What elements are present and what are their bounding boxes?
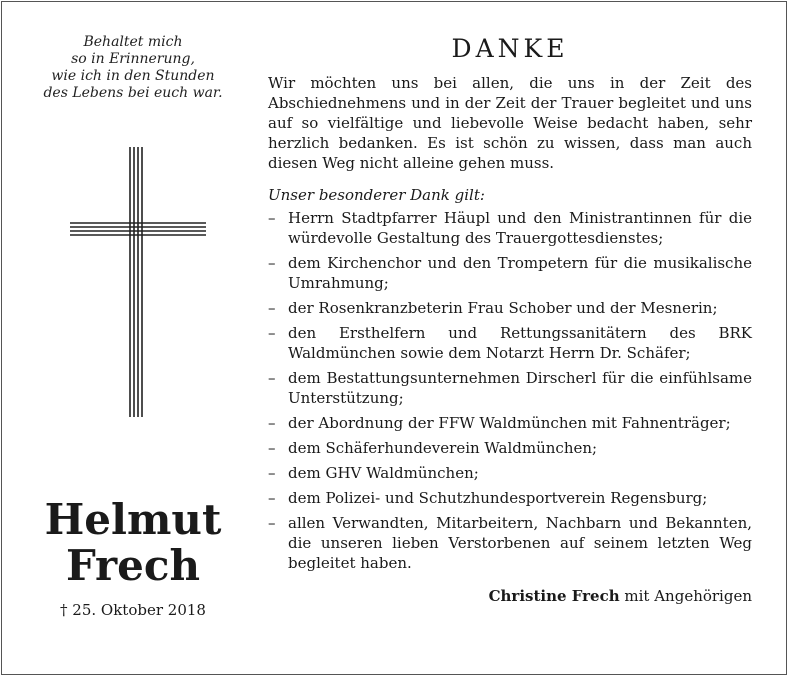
death-date: † 25. Oktober 2018 (60, 601, 206, 619)
list-item: – den Ersthelfern und Rettungssanitätern des BRK Waldmünchen sowie dem Notarzt Herrn Dr. Schäfer; (268, 323, 752, 363)
deceased-block (20, 497, 246, 619)
last-name: Frech (65, 541, 201, 590)
motto-line-1: Behaltet mich (83, 34, 183, 50)
thanks-subhead: Unser besonderer Dank gilt: (268, 186, 485, 204)
motto-line-4: des Lebens bei euch war. (43, 85, 223, 101)
left-column (20, 34, 246, 102)
list-item: – dem GHV Waldmünchen; (268, 463, 752, 483)
signature-suffix: mit Angehörigen (619, 587, 752, 605)
signature-name: Christine Frech (488, 587, 620, 605)
list-item: – der Rosenkranzbeterin Frau Schober und der Mesnerin; (268, 298, 752, 318)
list-item: – Herrn Stadtpfarrer Häupl und den Ministrantinnen für die würdevolle Gestaltung des Trauergottesdienstes; (268, 208, 752, 248)
list-item: – der Abordnung der FFW Waldmünchen mit Fahnenträger; (268, 413, 752, 433)
first-name: Helmut (44, 495, 222, 544)
list-item: – dem Kirchenchor und den Trompetern für die musikalische Umrahmung; (268, 253, 752, 293)
intro-text: Wir möchten uns bei allen, die uns in der Zeit des Abschiednehmens und in der Zeit der Trauer begleitet und uns auf so vielfältige und liebevolle Weise bedacht haben, sehr herzlich bedanken. Es ist schön zu wissen, dass man auch diesen Weg nicht alleine gehen muss. (268, 74, 752, 172)
list-item: – dem Schäferhundeverein Waldmünchen; (268, 438, 752, 458)
list-item: – allen Verwandten, Mitarbeitern, Nachbarn und Bekannten, die unseren lieben Verstorbenen auf seinem letzten Weg begleitet haben. (268, 513, 752, 573)
thanks-column (268, 35, 752, 606)
thanks-list (268, 208, 752, 573)
list-item: – dem Bestattungsunternehmen Dirscherl für die einfühlsame Unterstützung; (268, 368, 752, 408)
motto-line-2: so in Erinnerung, (71, 51, 195, 67)
obituary-card (1, 1, 787, 675)
heading: DANKE (451, 34, 569, 63)
cross-icon (70, 147, 206, 417)
list-item: – dem Polizei- und Schutzhundesportverein Regensburg; (268, 488, 752, 508)
motto-line-3: wie ich in den Stunden (51, 68, 215, 84)
signature (268, 586, 752, 606)
